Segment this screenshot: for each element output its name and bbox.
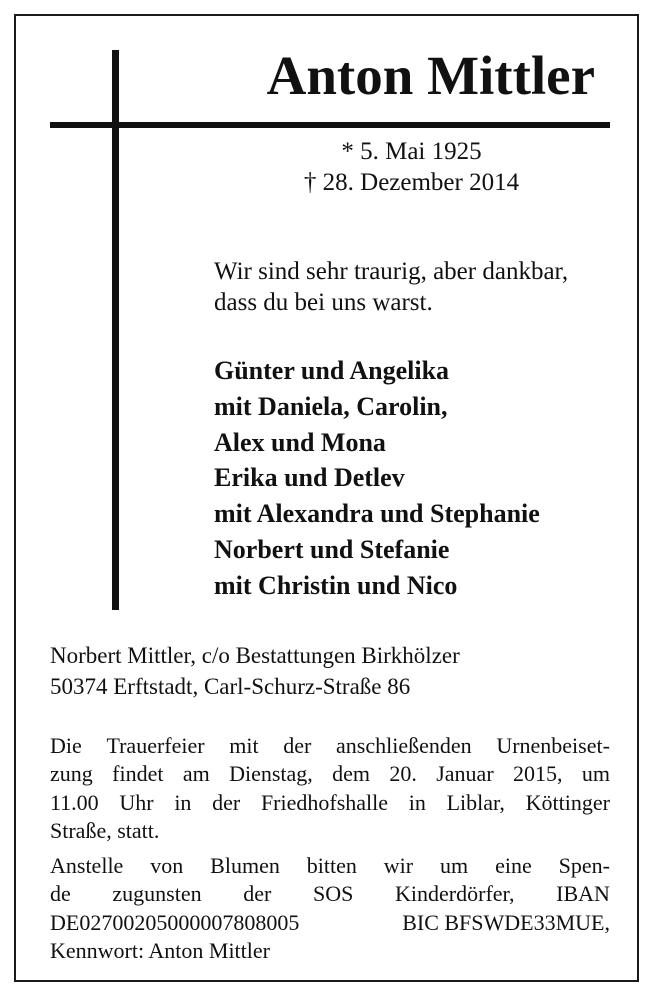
contact-line: 50374 Erftstadt, Carl-Schurz-Straße 86 (50, 674, 411, 699)
paragraph-word: Uhr (119, 789, 154, 815)
cross-horizontal-bar (50, 122, 610, 128)
paragraph-word: der (283, 733, 312, 758)
paragraph-word: Anstelle (50, 853, 124, 878)
paragraph-word: Friedhofshalle (260, 789, 389, 815)
cross-vertical-bar (112, 50, 119, 610)
quote-line: dass du bei uns warst. (214, 289, 433, 316)
paragraph-word: wir (383, 853, 414, 878)
paragraph-word: 2015, (513, 761, 563, 787)
family-line: Erika und Detlev (214, 463, 405, 493)
paragraph-word: der (243, 881, 272, 907)
quote-line: Wir sind sehr traurig, aber dankbar, (214, 258, 569, 285)
donation-paragraph (50, 852, 610, 966)
paragraph-word: 11.00 (50, 789, 99, 815)
paragraph-word: Spen- (558, 853, 610, 878)
paragraph-line (50, 760, 610, 788)
paragraph-word: SOS (313, 881, 354, 907)
family-line: mit Daniela, Carolin, (214, 391, 448, 421)
paragraph-word: mit (229, 733, 259, 758)
paragraph-word: um (440, 853, 469, 878)
paragraph-word: um (581, 761, 610, 787)
family-line: Norbert und Stefanie (214, 534, 450, 564)
family-line: mit Alexandra und Stephanie (214, 499, 540, 529)
paragraph-word: Köttinger (525, 789, 610, 815)
contact-line: Norbert Mittler, c/o Bestattungen Birkhölzer (50, 643, 460, 668)
paragraph-word: eine (495, 853, 532, 878)
paragraph-word: Blumen (210, 853, 280, 878)
paragraph-line (50, 909, 610, 937)
paragraph-word: dem (332, 761, 371, 787)
paragraph-word: Trauerfeier (106, 733, 205, 758)
paragraph-word: in (408, 789, 426, 815)
birth-date: * 5. Mai 1925 (341, 138, 482, 165)
paragraph-word: Urnenbeiset- (496, 733, 610, 758)
paragraph-word: BIC BFSWDE33MUE, (402, 909, 610, 935)
death-date: † 28. Dezember 2014 (303, 169, 520, 196)
paragraph-word: Die (50, 733, 82, 758)
deceased-name: Anton Mittler (266, 45, 595, 106)
paragraph-word: IBAN (556, 881, 610, 907)
paragraph-word: anschließenden (336, 733, 472, 758)
paragraph-line (50, 789, 610, 817)
paragraph-word: zung (50, 761, 93, 787)
family-line: Alex und Mona (214, 427, 386, 457)
life-dates (200, 136, 623, 198)
paragraph-line: Kennwort: Anton Mittler (50, 938, 270, 964)
paragraph-word: von (150, 853, 184, 878)
paragraph-word: DE02700205000007808005 (50, 909, 300, 935)
service-paragraph (50, 732, 610, 846)
paragraph-word: der (212, 789, 241, 815)
family-line: Günter und Angelika (214, 356, 450, 385)
paragraph-word: 20. (389, 761, 417, 787)
paragraph-word: de (50, 881, 71, 907)
paragraph-line (50, 852, 610, 880)
paragraph-word: Januar (436, 761, 494, 787)
paragraph-word: findet (112, 761, 164, 787)
paragraph-word: am (182, 761, 210, 787)
paragraph-line (50, 880, 610, 908)
family-line: mit Christin und Nico (214, 570, 458, 600)
paragraph-word: Kinderdörfer, (395, 881, 515, 907)
family-list (214, 353, 540, 604)
paragraph-word: Dienstag, (229, 761, 313, 787)
paragraph-word: in (174, 789, 192, 815)
paragraph-word: bitten (306, 853, 357, 878)
paragraph-word: Liblar, (446, 789, 505, 815)
contact-address (50, 640, 460, 702)
mourning-quote (214, 256, 568, 318)
paragraph-line: Straße, statt. (50, 818, 160, 844)
paragraph-word: zugunsten (112, 881, 202, 907)
paragraph-line (50, 732, 610, 760)
